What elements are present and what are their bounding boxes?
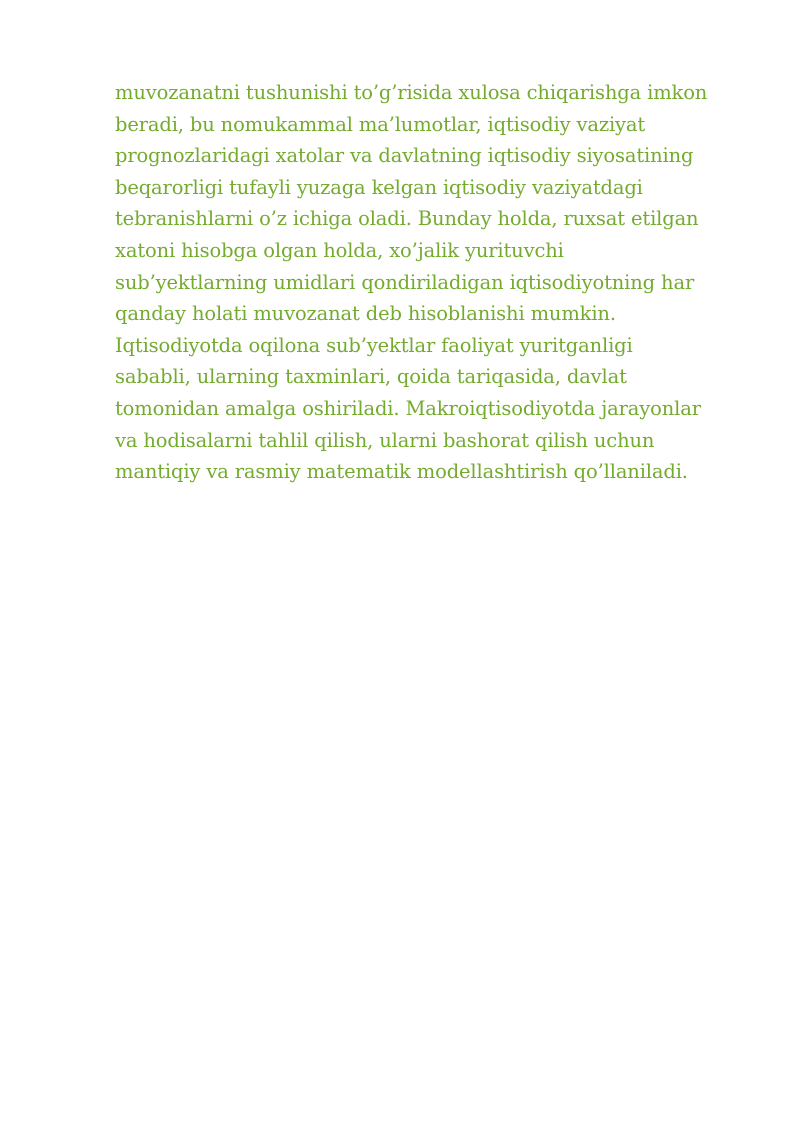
paragraph-line: xatoni hisobga olgan holda, xo’jalik yurituvchi [115,238,564,262]
paragraph-line: tomonidan amalga oshiriladi. Makroiqtisodiyotda jarayonlar [115,396,701,420]
body-paragraph [115,77,755,488]
paragraph-line: prognozlaridagi xatolar va davlatning iqtisodiy siyosatining [115,144,694,168]
paragraph-line: beradi, bu nomukammal ma’lumotlar, iqtisodiy vaziyat [115,112,646,136]
paragraph-line: qanday holati muvozanat deb hisoblanishi mumkin. [115,302,616,326]
paragraph-line: mantiqiy va rasmiy matematik modellashtirish qo’llaniladi. [115,460,688,484]
paragraph-line: beqarorligi tufayli yuzaga kelgan iqtisodiy vaziyatdagi [115,175,643,199]
paragraph-line: muvozanatni tushunishi to’g’risida xulosa chiqarishga imkon [115,81,708,104]
paragraph-line: sub’yektlarning umidlari qondiriladigan iqtisodiyotning har [115,270,695,294]
paragraph-line: sababli, ularning taxminlari, qoida tariqasida, davlat [115,365,627,389]
paragraph-line: tebranishlarni o’z ichiga oladi. Bunday holda, ruxsat etilgan [115,207,699,231]
paragraph-line: va hodisalarni tahlil qilish, ularni bashorat qilish uchun [115,428,655,452]
paragraph-line: Iqtisodiyotda oqilona sub’yektlar faoliyat yuritganligi [115,333,633,357]
